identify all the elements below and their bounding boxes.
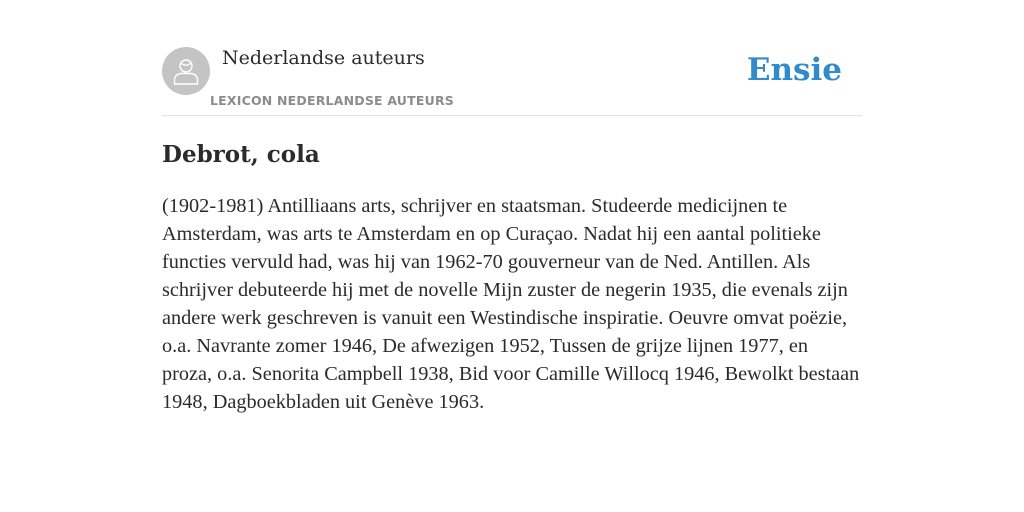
page-container — [162, 0, 862, 413]
header — [162, 0, 862, 116]
avatar[interactable] — [162, 47, 210, 95]
article-title: Debrot, cola — [162, 141, 320, 168]
ensie-logo[interactable]: Ensie — [746, 52, 842, 88]
user-icon — [173, 57, 199, 85]
author-name[interactable]: Nederlandse auteurs — [222, 47, 425, 69]
lexicon-label[interactable]: LEXICON NEDERLANDSE AUTEURS — [210, 93, 454, 108]
article-body: (1902-1981) Antilliaans arts, schrijver en staatsman. Studeerde medicijnen te Amsterdam, was arts te Amsterdam en op Curaçao. Nadat hij een aantal politieke functies vervuld had, was hij van 1962-70 gouverneur van de Ned. Antillen. Als schrijver debuteerde hij met de novelle Mijn zuster de negerin 1935, die evenals zijn andere werk geschreven is vanuit een Westindische inspiratie. Oeuvre omvat poëzie, o.a. Navrante zomer 1946, De afwezigen 1952, Tussen de grijze lijnen 1977, en proza, o.a. Senorita Campbell 1938, Bid voor Camille Willocq 1946, Bewolkt bestaan 1948, Dagboekbladen uit Genève 1963. — [162, 195, 860, 413]
